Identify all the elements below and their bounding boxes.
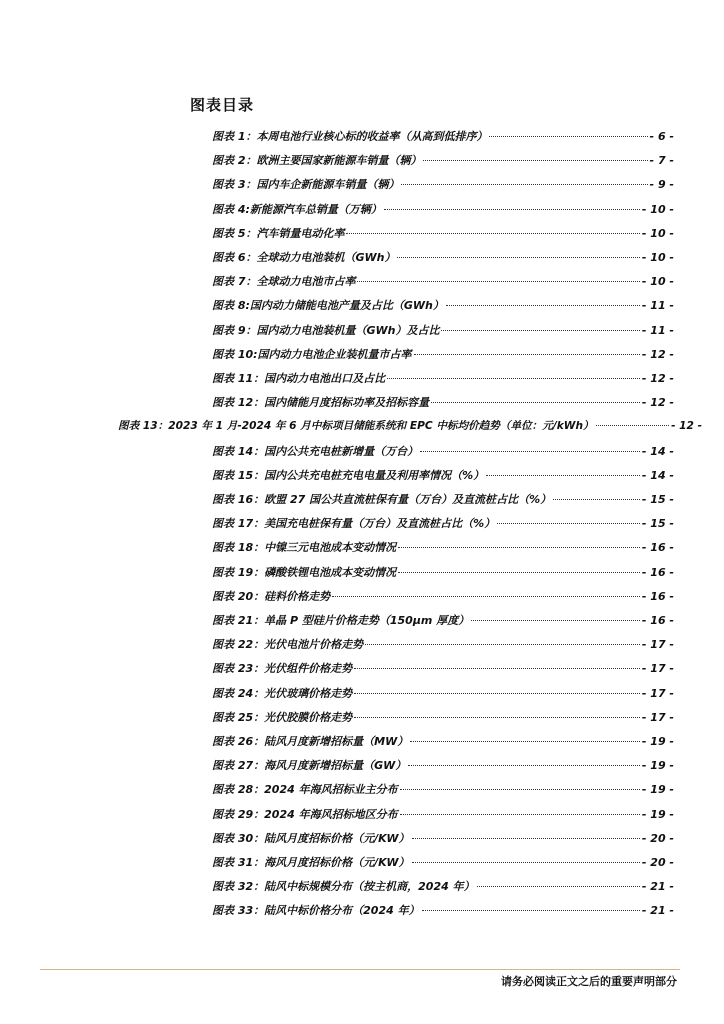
dot-leader bbox=[471, 620, 640, 621]
toc-entry[interactable] bbox=[212, 297, 674, 315]
dot-leader bbox=[401, 184, 647, 185]
toc-entry-page: - 17 - bbox=[641, 638, 674, 652]
toc-entry[interactable] bbox=[212, 152, 674, 170]
toc-entry[interactable] bbox=[212, 346, 674, 364]
toc-entry-label: 图表 7：全球动力电池市占率 bbox=[212, 275, 356, 289]
toc-entry-label: 图表 32：陆风中标规模分布（按主机商，2024 年） bbox=[212, 880, 475, 894]
toc-entry-label: 图表 2：欧洲主要国家新能源车销量（辆） bbox=[212, 154, 422, 168]
dot-leader bbox=[423, 160, 647, 161]
toc-entry-page: - 19 - bbox=[641, 735, 674, 748]
toc-entry[interactable] bbox=[212, 322, 674, 340]
toc-entry-page: - 17 - bbox=[641, 662, 674, 676]
dot-leader bbox=[553, 499, 640, 500]
footer-divider bbox=[40, 969, 680, 970]
toc-entry-page: - 14 - bbox=[641, 468, 674, 482]
toc-entry-page: - 16 - bbox=[641, 541, 674, 555]
toc-entry[interactable] bbox=[212, 878, 674, 896]
toc-entry-page: - 17 - bbox=[641, 710, 674, 724]
dot-leader bbox=[412, 862, 640, 863]
toc-entry-page: - 12 - bbox=[641, 396, 674, 410]
dot-leader bbox=[357, 281, 639, 282]
toc-entry[interactable] bbox=[212, 830, 674, 848]
toc-entry[interactable] bbox=[212, 394, 674, 412]
toc-entry-page: - 10 - bbox=[641, 275, 674, 289]
toc-entry-label: 图表 8:国内动力储能电池产量及占比（GWh） bbox=[212, 299, 444, 313]
toc-entry[interactable] bbox=[212, 757, 674, 775]
toc-heading: 图表目录 bbox=[190, 96, 255, 114]
toc-entry-label: 图表 22：光伏电池片价格走势 bbox=[212, 638, 364, 652]
dot-leader bbox=[441, 330, 639, 331]
toc-entry-page: - 21 - bbox=[641, 880, 674, 894]
toc-entry-label: 图表 18：中镍三元电池成本变动情况 bbox=[212, 541, 397, 555]
toc-entry-page: - 11 - bbox=[641, 323, 674, 337]
dot-leader bbox=[412, 838, 640, 839]
toc-entry[interactable] bbox=[212, 370, 674, 388]
toc-entry-page: - 11 - bbox=[641, 299, 674, 313]
dot-leader bbox=[431, 402, 640, 403]
toc-entry-label: 图表 9：国内动力电池装机量（GWh）及占比 bbox=[212, 323, 440, 337]
toc-entry[interactable] bbox=[212, 733, 674, 751]
toc-entry-label: 图表 15：国内公共充电桩充电电量及利用率情况（%） bbox=[212, 468, 485, 482]
toc-entry-label: 图表 11：国内动力电池出口及占比 bbox=[212, 372, 386, 385]
toc-entry-label: 图表 1：本周电池行业核心标的收益率（从高到低排序） bbox=[212, 130, 488, 143]
toc-entry[interactable] bbox=[212, 685, 674, 703]
dot-leader bbox=[387, 378, 640, 379]
dot-leader bbox=[400, 814, 640, 815]
toc-entry[interactable] bbox=[212, 443, 674, 461]
toc-entry[interactable] bbox=[212, 709, 674, 727]
toc-entry-label: 图表 33：陆风中标价格分布（2024 年） bbox=[212, 904, 420, 918]
toc-entry-page: - 19 - bbox=[641, 783, 674, 797]
toc-entry[interactable] bbox=[212, 491, 674, 509]
dot-leader bbox=[414, 354, 640, 355]
toc-entry-page: - 12 - bbox=[671, 420, 702, 433]
toc-entry-page: - 7 - bbox=[649, 154, 674, 168]
toc-entry-page: - 21 - bbox=[641, 904, 674, 918]
toc-entry-label: 图表 5：汽车销量电动化率 bbox=[212, 226, 345, 240]
toc-entry-page: - 19 - bbox=[641, 807, 674, 821]
toc-entry[interactable] bbox=[212, 636, 674, 654]
toc-entry-page: - 16 - bbox=[641, 589, 674, 603]
toc-entry[interactable] bbox=[212, 564, 674, 582]
toc-entry-page: - 15 - bbox=[641, 493, 674, 506]
toc-entry[interactable] bbox=[212, 273, 674, 291]
toc-entry-page: - 6 - bbox=[649, 130, 674, 143]
dot-leader bbox=[408, 765, 640, 766]
toc-entry-page: - 17 - bbox=[641, 686, 674, 700]
toc-entry-page: - 14 - bbox=[641, 444, 674, 458]
toc-entry-label: 图表 6：全球动力电池装机（GWh） bbox=[212, 251, 396, 264]
dot-leader bbox=[489, 136, 647, 137]
toc-entry-page: - 12 - bbox=[641, 372, 674, 385]
dot-leader bbox=[422, 910, 640, 911]
toc-entry-page: - 20 - bbox=[641, 831, 674, 845]
dot-leader bbox=[365, 644, 640, 645]
toc-entry-label: 图表 14：国内公共充电桩新增量（万台） bbox=[212, 444, 419, 458]
toc-entry-label: 图表 13：2023 年 1 月-2024 年 6 月中标项目储能系统和 EPC 中标均价趋势（单位：元/kWh） bbox=[118, 420, 594, 433]
toc-entry[interactable] bbox=[212, 249, 674, 267]
toc-entry-label: 图表 27：海风月度新增招标量（GW） bbox=[212, 759, 407, 773]
toc-entry[interactable] bbox=[212, 515, 674, 533]
toc-entry-page: - 10 - bbox=[641, 202, 674, 216]
dot-leader bbox=[398, 572, 640, 573]
toc-entry-label: 图表 25：光伏胶膜价格走势 bbox=[212, 710, 353, 724]
toc-entry-label: 图表 19：磷酸铁锂电池成本变动情况 bbox=[212, 565, 397, 579]
toc-entry[interactable] bbox=[212, 612, 674, 630]
dot-leader bbox=[354, 693, 640, 694]
dot-leader bbox=[400, 789, 640, 790]
dot-leader bbox=[397, 257, 639, 258]
toc-entry-label: 图表 17：美国充电桩保有量（万台）及直流桩占比（%） bbox=[212, 517, 496, 531]
toc-entry-label: 图表 26：陆风月度新增招标量（MW） bbox=[212, 735, 409, 748]
dot-leader bbox=[446, 305, 640, 306]
dot-leader bbox=[497, 523, 640, 524]
dot-leader bbox=[410, 741, 640, 742]
dot-leader bbox=[486, 475, 640, 476]
dot-leader bbox=[332, 596, 640, 597]
toc-entry[interactable] bbox=[212, 588, 674, 606]
toc-entry[interactable] bbox=[212, 467, 674, 485]
dot-leader bbox=[384, 209, 640, 210]
toc-entry[interactable] bbox=[212, 176, 674, 194]
toc-entry-label: 图表 24：光伏玻璃价格走势 bbox=[212, 686, 353, 700]
dot-leader bbox=[346, 233, 639, 234]
toc-entry[interactable] bbox=[212, 781, 674, 799]
toc-entry-label: 图表 4:新能源汽车总销量（万辆） bbox=[212, 202, 382, 216]
toc-entry-page: - 10 - bbox=[641, 226, 674, 240]
toc-entry[interactable] bbox=[212, 902, 674, 920]
toc-entry-page: - 10 - bbox=[641, 251, 674, 264]
toc-entry-label: 图表 28：2024 年海风招标业主分布 bbox=[212, 783, 398, 797]
dot-leader bbox=[354, 717, 640, 718]
toc-entry-label: 图表 12：国内储能月度招标功率及招标容量 bbox=[212, 396, 430, 410]
toc-entry[interactable] bbox=[212, 128, 674, 146]
toc-entry[interactable] bbox=[212, 225, 674, 243]
toc-entry[interactable] bbox=[212, 854, 674, 872]
toc-entry-label: 图表 16：欧盟 27 国公共直流桩保有量（万台）及直流桩占比（%） bbox=[212, 493, 552, 506]
dot-leader bbox=[596, 425, 669, 426]
toc-entry-label: 图表 31：海风月度招标价格（元/KW） bbox=[212, 856, 410, 869]
toc-entry-page: - 16 - bbox=[641, 614, 674, 627]
toc-entry[interactable] bbox=[212, 539, 674, 557]
toc-entry[interactable] bbox=[212, 806, 674, 824]
toc-entry-page: - 16 - bbox=[641, 565, 674, 579]
toc-entry-page: - 9 - bbox=[649, 178, 674, 192]
toc-entry-page: - 19 - bbox=[641, 759, 674, 773]
toc-entry[interactable] bbox=[212, 660, 674, 678]
footer-disclaimer: 请务必阅读正文之后的重要声明部分 bbox=[501, 975, 677, 988]
toc-entry[interactable] bbox=[118, 418, 702, 436]
dot-leader bbox=[477, 886, 640, 887]
toc-entry-label: 图表 3：国内车企新能源车销量（辆） bbox=[212, 178, 400, 192]
toc-entry-label: 图表 10:国内动力电池企业装机量市占率 bbox=[212, 347, 412, 361]
toc-entry-label: 图表 29：2024 年海风招标地区分布 bbox=[212, 807, 398, 821]
dot-leader bbox=[354, 668, 640, 669]
toc-entry[interactable] bbox=[212, 201, 674, 219]
toc-entry-label: 图表 20：硅料价格走势 bbox=[212, 589, 331, 603]
toc-entry-page: - 15 - bbox=[641, 517, 674, 531]
toc-entry-label: 图表 23：光伏组件价格走势 bbox=[212, 662, 353, 676]
toc-entry-label: 图表 30：陆风月度招标价格（元/KW） bbox=[212, 831, 410, 845]
dot-leader bbox=[420, 451, 640, 452]
toc-entry-label: 图表 21：单晶 P 型硅片价格走势（150μm 厚度） bbox=[212, 614, 470, 627]
toc-entry-page: - 20 - bbox=[641, 856, 674, 869]
toc-entry-page: - 12 - bbox=[641, 347, 674, 361]
dot-leader bbox=[398, 547, 640, 548]
